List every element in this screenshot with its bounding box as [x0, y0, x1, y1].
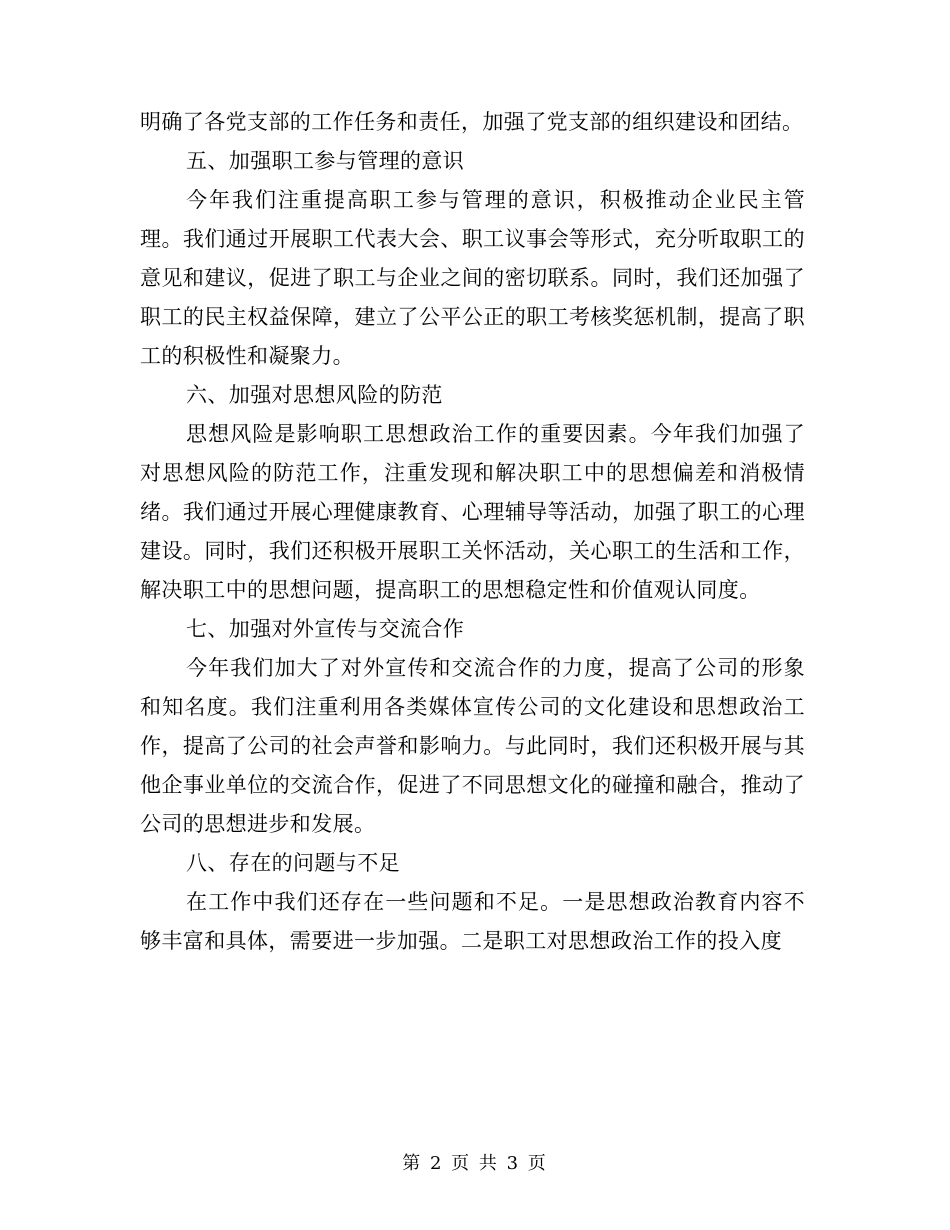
- document-body: [140, 103, 805, 961]
- paragraph-section-7: 今年我们加大了对外宣传和交流合作的力度，提高了公司的形象和知名度。我们注重利用各类媒体宣传公司的文化建设和思想政治工作，提高了公司的社会声誉和影响力。与此同时，我们还积极开展与其他企事业单位的交流合作，促进了不同思想文化的碰撞和融合，推动了公司的思想进步和发展。: [140, 656, 805, 836]
- paragraph-section-6: 思想风险是影响职工思想政治工作的重要因素。今年我们加强了对思想风险的防范工作，注重发现和解决职工中的思想偏差和消极情绪。我们通过开展心理健康教育、心理辅导等活动，加强了职工的心理建设。同时，我们还积极开展职工关怀活动，关心职工的生活和工作，解决职工中的思想问题，提高职工的思想稳定性和价值观认同度。: [140, 422, 805, 602]
- page-number-footer: 第 2 页 共 3 页: [402, 1153, 548, 1174]
- paragraph-section-5: 今年我们注重提高职工参与管理的意识，积极推动企业民主管理。我们通过开展职工代表大会、职工议事会等形式，充分听取职工的意见和建议，促进了职工与企业之间的密切联系。同时，我们还加强了职工的民主权益保障，建立了公平公正的职工考核奖惩机制，提高了职工的积极性和凝聚力。: [140, 188, 805, 368]
- section-heading-7: 七、加强对外宣传与交流合作: [186, 617, 465, 641]
- section-heading-5: 五、加强职工参与管理的意识: [186, 149, 465, 173]
- paragraph-section-8: 在工作中我们还存在一些问题和不足。一是思想政治教育内容不够丰富和具体，需要进一步加强。二是职工对思想政治工作的投入度: [140, 890, 805, 953]
- section-heading-8: 八、存在的问题与不足: [186, 851, 400, 875]
- paragraph-continuation: 明确了各党支部的工作任务和责任，加强了党支部的组织建设和团结。: [140, 110, 804, 134]
- section-heading-6: 六、加强对思想风险的防范: [186, 383, 443, 407]
